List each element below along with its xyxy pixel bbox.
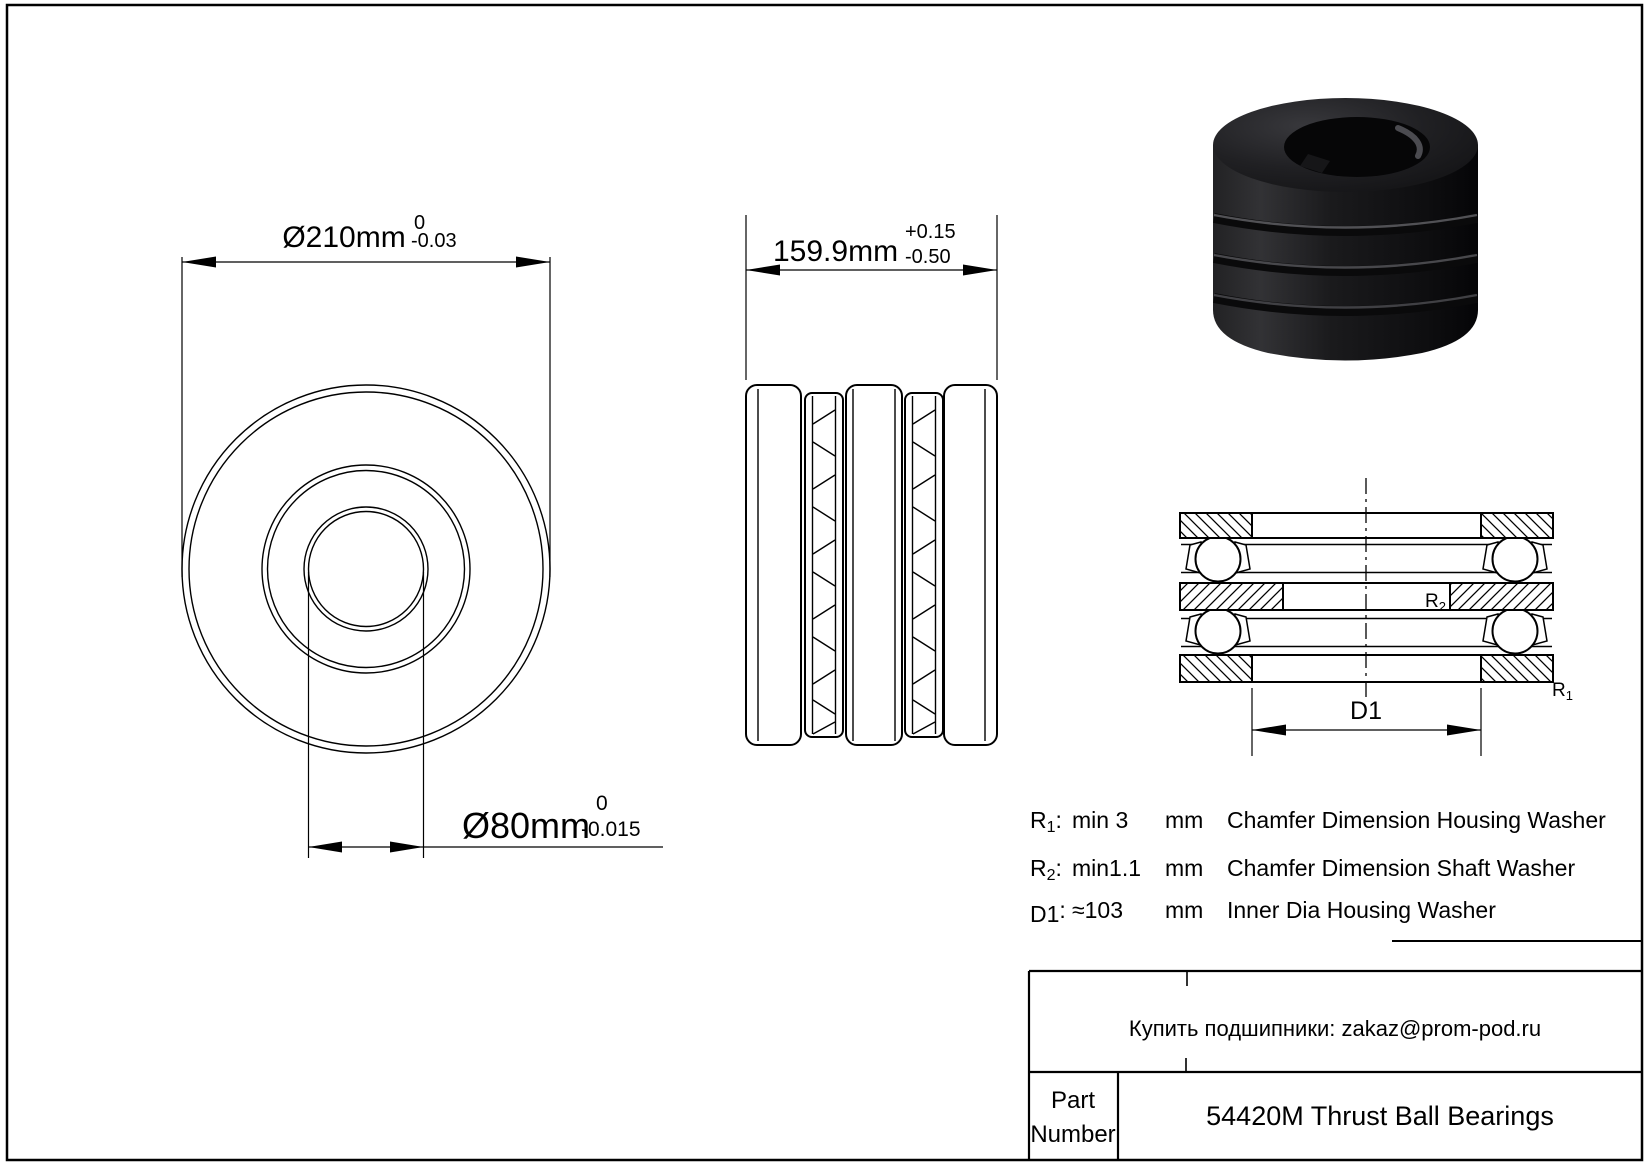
dim-outer-tol-upper: 0	[414, 212, 426, 234]
contact-text: Купить подшипники: zakaz@prom-pod.ru	[1128, 1016, 1542, 1041]
section-view	[1180, 478, 1573, 756]
dim-width-tol-lower: -0.50	[905, 246, 951, 268]
dim-bore-text: Ø80mm	[462, 805, 591, 846]
r1-label: $R_1$	[1552, 680, 1573, 703]
dim-width	[746, 215, 997, 380]
dim-outer-tol-lower: -0.03	[411, 230, 457, 252]
bearing-photo	[1213, 98, 1478, 361]
dim-outer-diameter	[182, 212, 550, 577]
dim-d1	[1252, 688, 1481, 756]
dim-outer-text: Ø210mm	[282, 221, 406, 254]
dim-width-tol-upper: +0.15	[905, 221, 956, 243]
dim-bore-diameter	[309, 572, 664, 858]
dim-width-text: 159.9mm	[773, 235, 899, 268]
side-view	[746, 215, 997, 745]
spec-row-r1: R1: min 3 mm Chamfer Dimension Housing Washer	[1030, 807, 1606, 836]
spec-row-d1: D1: ≈103 mm Inner Dia Housing Washer	[1030, 897, 1496, 927]
spec-table	[1030, 807, 1606, 927]
part-label-line1: Part	[1050, 1087, 1096, 1114]
d1-label: D1	[1350, 697, 1382, 725]
front-view	[182, 212, 663, 858]
part-number-text: 54420M Thrust Ball Bearings	[1206, 1101, 1554, 1131]
r2-label: $R_2$	[1425, 591, 1446, 614]
title-block	[1029, 941, 1642, 1160]
dim-bore-tol-upper: 0	[596, 792, 608, 815]
dim-bore-tol-lower: -0.015	[581, 818, 641, 841]
spec-row-r2: R2: min1.1 mm Chamfer Dimension Shaft Washer	[1030, 855, 1576, 884]
part-label-line2: Number	[1030, 1121, 1116, 1148]
